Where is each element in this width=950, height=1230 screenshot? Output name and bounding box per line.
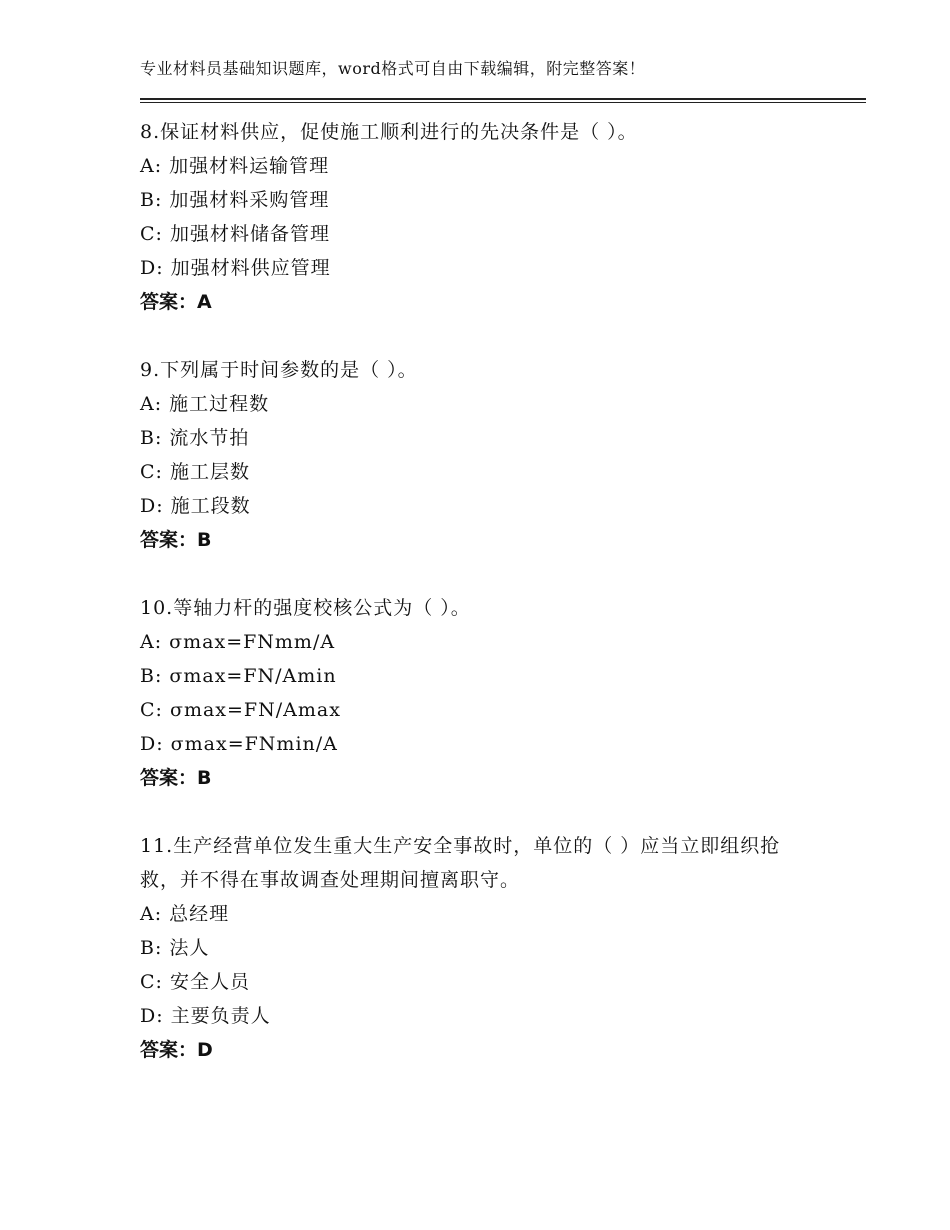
question-8 [140,115,820,319]
question-stem: 8.保证材料供应，促使施工顺利进行的先决条件是（ ）。 [140,121,638,143]
option-d: D: 施工段数 [140,495,251,517]
option-c: C: 施工层数 [140,461,250,483]
question-11 [140,829,820,1067]
option-c: C: 加强材料储备管理 [140,223,330,245]
option-b: B: σmax=FN/Amin [140,665,337,687]
option-d: D: 主要负责人 [140,1005,271,1027]
option-d: D: 加强材料供应管理 [140,257,331,279]
header-rule-thin [140,102,866,103]
option-c: C: 安全人员 [140,971,250,993]
option-b: B: 法人 [140,937,210,959]
question-stem: 9.下列属于时间参数的是（ ）。 [140,359,418,381]
answer: 答案：D [140,1039,213,1061]
header-rule-thick [140,98,866,100]
option-a: A: σmax=FNmm/A [140,631,336,653]
question-9 [140,353,820,557]
question-stem: 10.等轴力杆的强度校核公式为（ ）。 [140,597,471,619]
option-c: C: σmax=FN/Amax [140,699,341,721]
option-b: B: 流水节拍 [140,427,250,449]
page-header: 专业材料员基础知识题库，word格式可自由下载编辑，附完整答案！ [140,59,646,78]
question-stem: 11.生产经营单位发生重大生产安全事故时，单位的（ ）应当立即组织抢救，并不得在事故调查处理期间擅离职守。 [140,835,781,891]
answer: 答案：B [140,529,212,551]
option-a: A: 施工过程数 [140,393,270,415]
answer: 答案：B [140,767,212,789]
question-10 [140,591,820,795]
option-a: A: 加强材料运输管理 [140,155,330,177]
answer: 答案：A [140,291,212,313]
option-b: B: 加强材料采购管理 [140,189,330,211]
option-a: A: 总经理 [140,903,230,925]
option-d: D: σmax=FNmin/A [140,733,338,755]
question-list [140,115,820,1101]
